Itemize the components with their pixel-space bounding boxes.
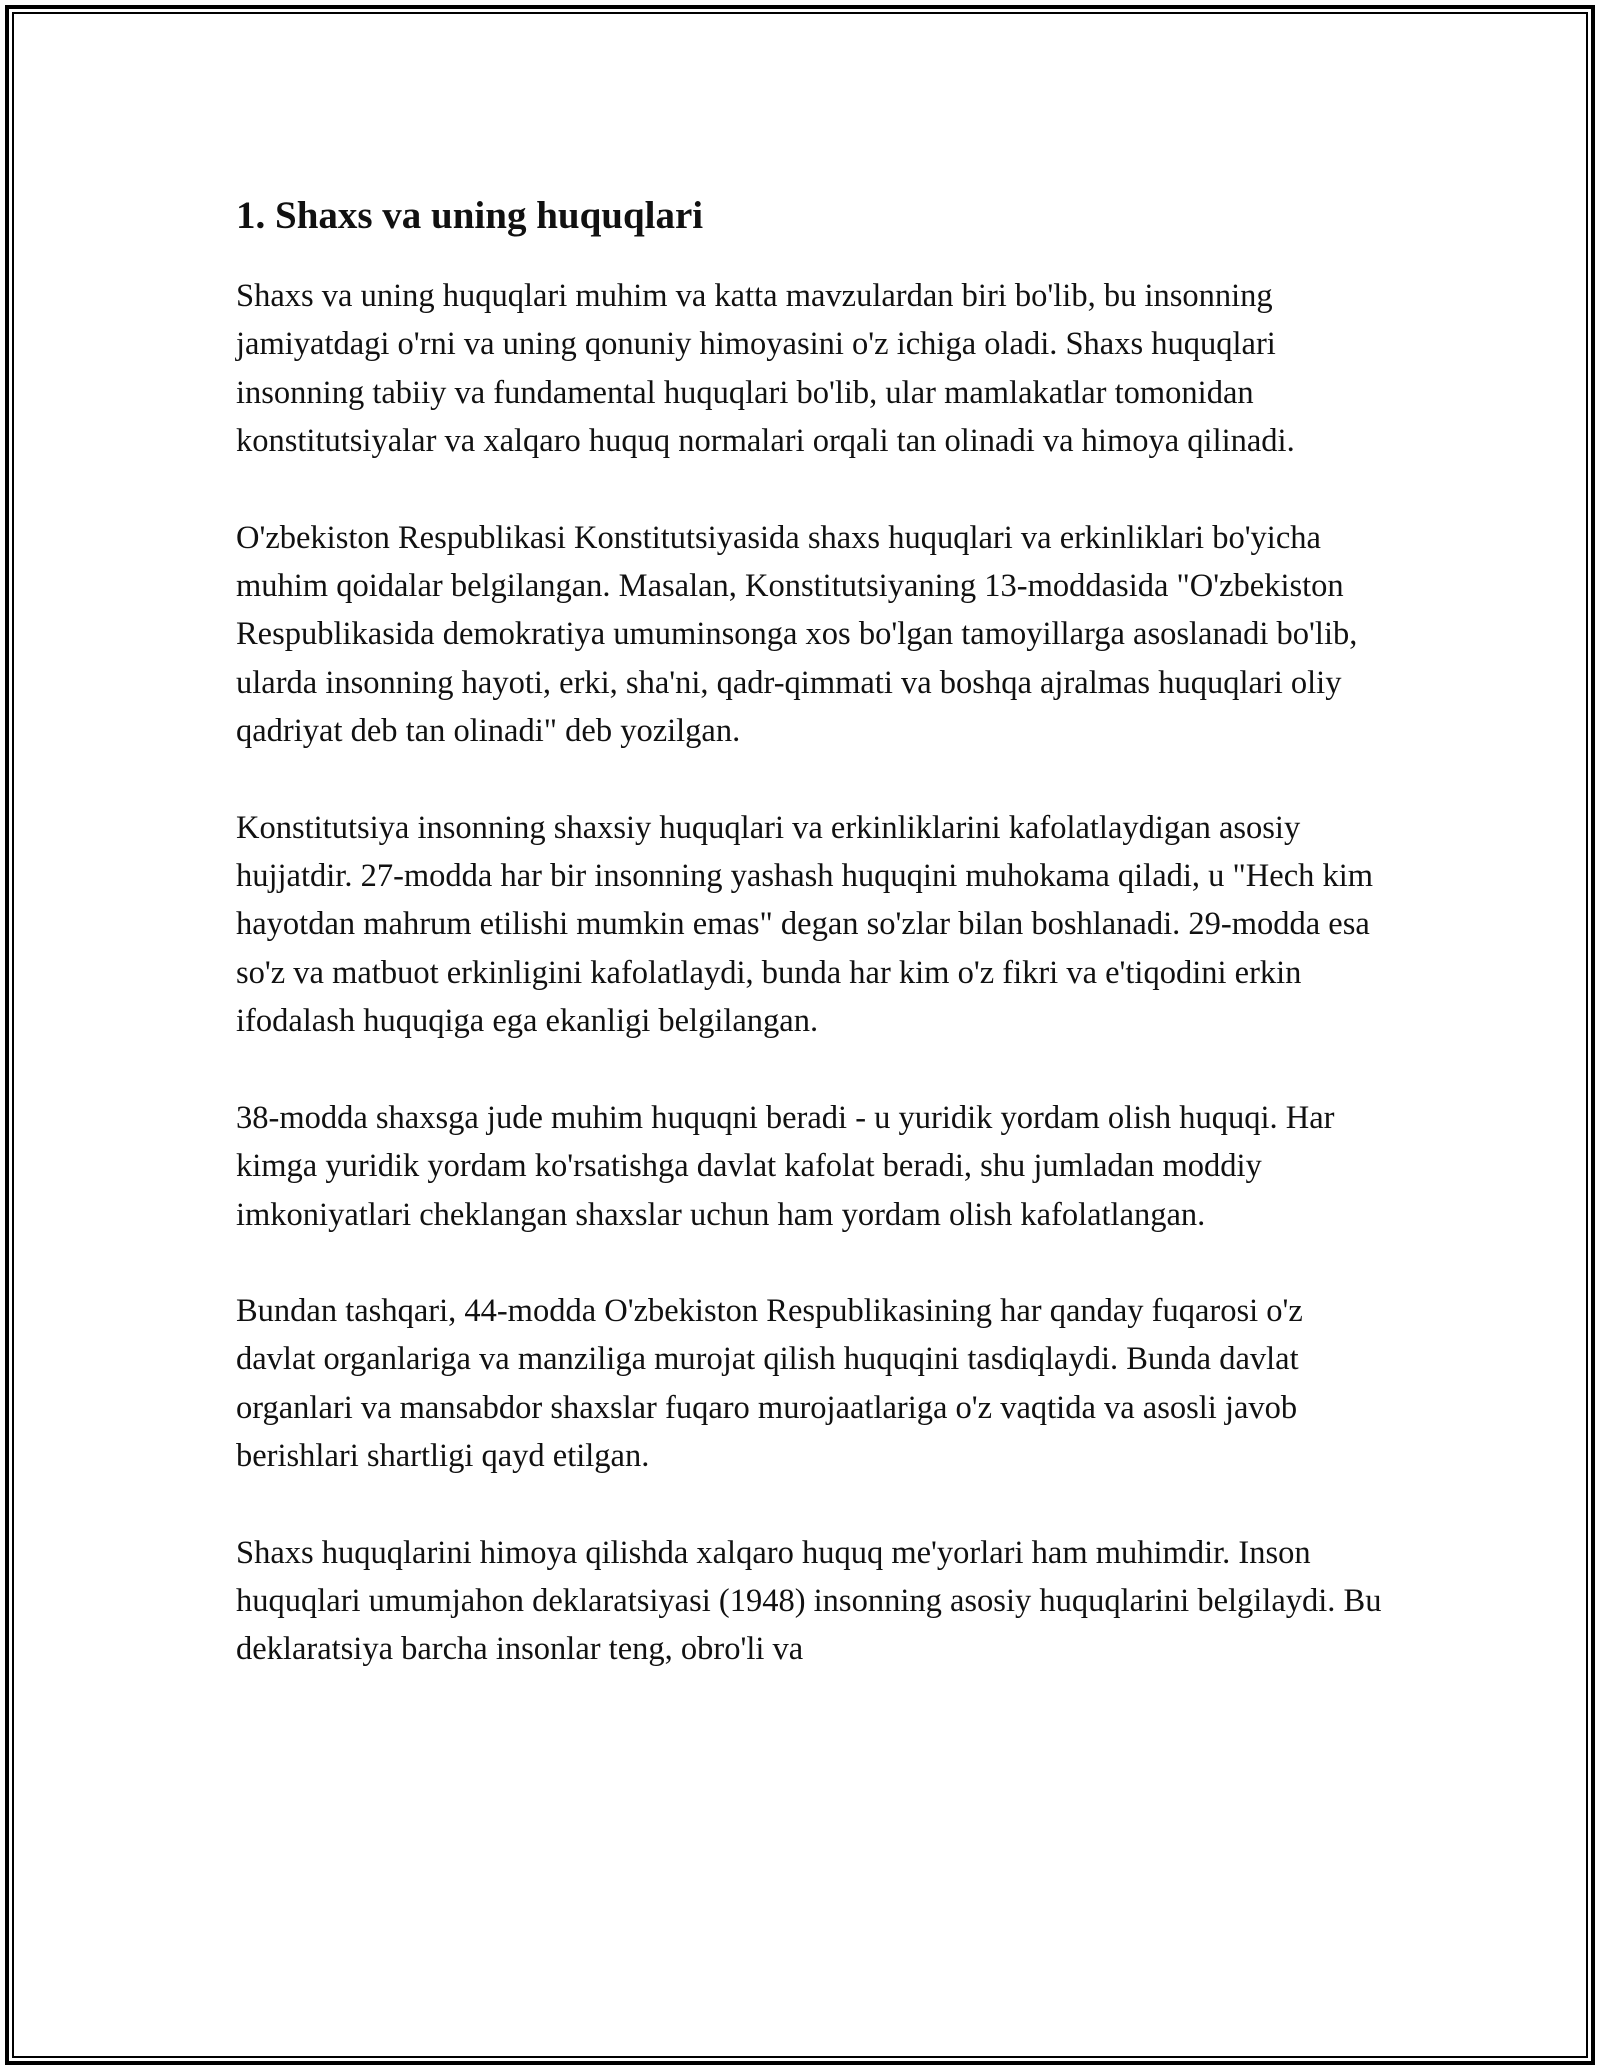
paragraph-articles-27-29: Konstitutsiya insonning shaxsiy huquqlari va erkinliklarini kafolatlaydigan asosiy hujjatdir. 27-modda har bir insonning yashash huquqini muhokama qiladi, u "Hech kim hayotdan mahrum etilishi mumkin emas" degan so'zlar bilan boshlanadi. 29-modda esa so'z va matbuot erkinligini kafolatlaydi, bunda har kim o'z fikri va e'tiqodini erkin ifodalash huquqiga ega ekanligi belgilangan. xyxy=(236,809,1374,1040)
paragraph-intro: Shaxs va uning huquqlari muhim va katta mavzulardan biri bo'lib, bu insonning jamiyatdagi o'rni va uning qonuniy himoyasini o'z ichiga oladi. Shaxs huquqlari insonning tabiiy va fundamental huquqlari bo'lib, ular mamlakatlar tomonidan konstitutsiyalar va xalqaro huquq normalari orqali tan olinadi va himoya qilinadi. xyxy=(236,278,1295,460)
paragraph-international-law: Shaxs huquqlarini himoya qilishda xalqaro huquq me'yorlari ham muhimdir. Inson huquqlari umumjahon deklaratsiyasi (1948) insonning asosiy huquqlarini belgilaydi. Bu deklaratsiya barcha insonlar teng, obro'li va xyxy=(236,1534,1382,1668)
document-body xyxy=(236,190,1386,1722)
paragraph-article-44: Bundan tashqari, 44-modda O'zbekiston Respublikasining har qanday fuqarosi o'z davlat organlariga va manziliga murojat qilish huquqini tasdiqlaydi. Bunda davlat organlari va mansabdor shaxslar fuqaro murojaatlariga o'z vaqtida va asosli javob berishlari shartligi qayd etilgan. xyxy=(236,1292,1303,1475)
section-heading: 1. Shaxs va uning huquqlari xyxy=(236,194,704,237)
paragraph-constitution-article-13: O'zbekiston Respublikasi Konstitutsiyasida shaxs huquqlari va erkinliklari bo'yicha muhim qoidalar belgilangan. Masalan, Konstitutsiyaning 13-moddasida "O'zbekiston Respublikasida demokratiya umuminsonga xos bo'lgan tamoyillarga asoslanadi bo'lib, ularda insonning hayoti, erki, sha'ni, qadr-qimmati va boshqa ajralmas huquqlari oliy qadriyat deb tan olinadi" deb yozilgan. xyxy=(236,519,1358,750)
paragraph-article-38: 38-modda shaxsga jude muhim huquqni beradi - u yuridik yordam olish huquqi. Har kimga yuridik yordam ko'rsatishga davlat kafolat beradi, shu jumladan moddiy imkoniyatlari cheklangan shaxslar uchun ham yordam olish kafolatlangan. xyxy=(236,1099,1335,1233)
